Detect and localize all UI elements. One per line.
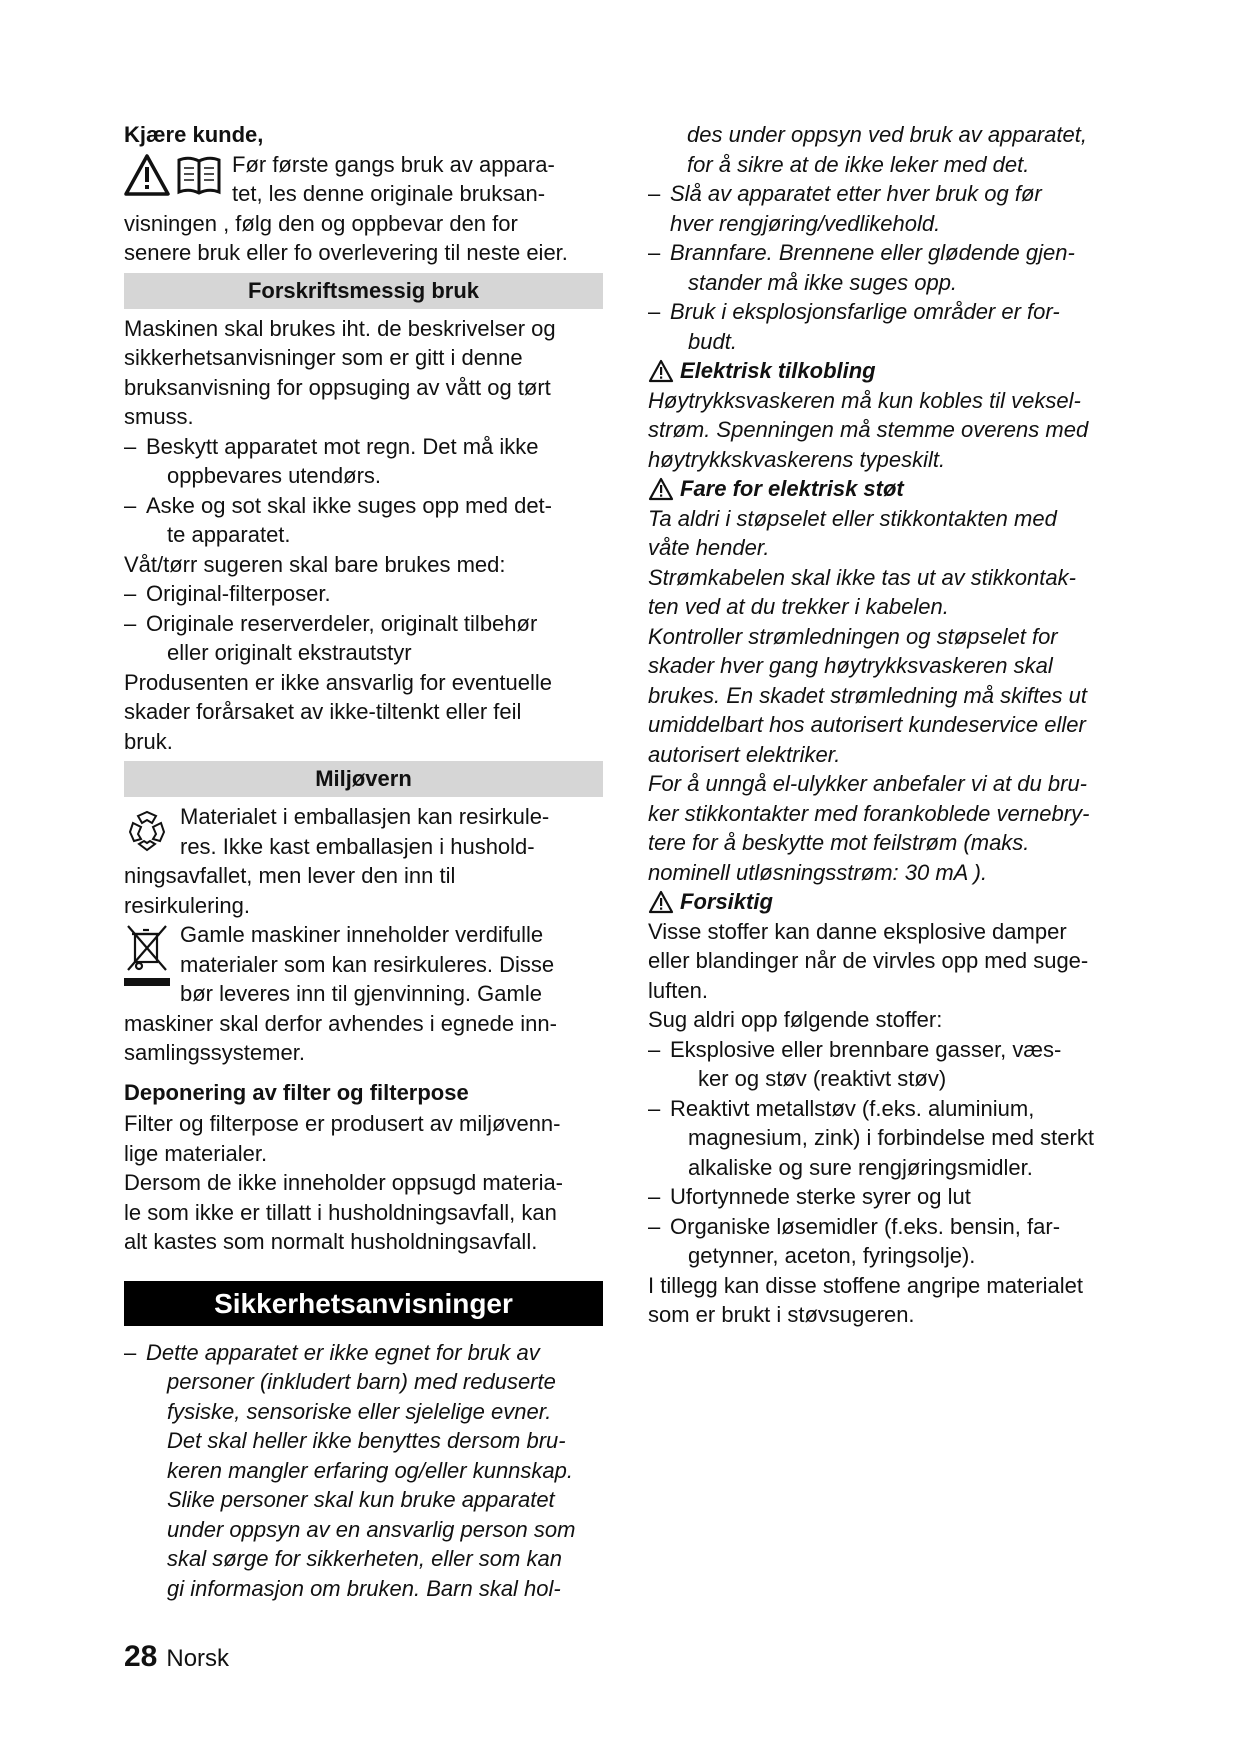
list-item: – Brannfare. Brennene eller glødende gjen- stander må ikke suges opp. (648, 238, 1127, 297)
subheading-deponering: Deponering av filter og filterpose (124, 1079, 469, 1105)
list-item: – Slå av apparatet etter hver bruk og før hver rengjøring/vedlikehold. (648, 179, 1127, 238)
footer-language: Norsk (166, 1645, 230, 1672)
crossed-bin-icon (124, 922, 170, 974)
list-item: – Aske og sot skal ikke suges opp med det- te apparatet. (124, 491, 603, 550)
heading-elektrisk-tilkobling: Elektrisk tilkobling (648, 356, 1127, 386)
paragraph: Visse stoffer kan danne eksplosive damper eller blandinger når de virvles opp med suge- luften. (648, 918, 1089, 1003)
list-item: – Organiske løsemidler (f.eks. bensin, far- getynner, aceton, fyringsolje). (648, 1212, 1127, 1271)
list-item: – Bruk i eksplosjonsfarlige områder er for- budt. (648, 297, 1127, 356)
list-item: – Beskytt apparatet mot regn. Det må ikke oppbevares utendørs. (124, 432, 603, 491)
list-item: – Dette apparatet er ikke egnet for bruk av personer (inkludert barn) med reduserte fysiske, sensoriske eller sjelelige evner. Det skal heller ikke benyttes dersom bru- keren mangler erfaring og/eller kunnskap. Slike personer skal kun bruke apparatet under oppsyn av en ansvarlig person som skal sørge for sikkerheten, eller som kan gi informasjon om bruken. Barn skal hol- (124, 1338, 603, 1604)
list-item: – Ufortynnede sterke syrer og lut (648, 1182, 1127, 1212)
warning-icon (648, 359, 674, 383)
heading-fare-elektrisk-stot: Fare for elektrisk støt (648, 474, 1127, 504)
greeting: Kjære kunde, (124, 122, 264, 147)
recycle-icon (124, 808, 170, 854)
page-number: 28 (124, 1640, 158, 1673)
right-column (648, 120, 1127, 1330)
weee-block: Gamle maskiner inneholder verdifulle materialer som kan resirkuleres. Disse bør leveres inn til gjenvinning. Gamle maskiner skal derfor avhendes i egnede inn- samlingssystemer. (124, 922, 557, 1065)
section-title-miljovern: Miljøvern (124, 761, 603, 797)
section-title-forskriftsmessig: Forskriftsmessig bruk (124, 273, 603, 309)
page-footer (124, 1640, 229, 1674)
s2-para: Filter og filterpose er produsert av miljøvenn- lige materialer. (124, 1111, 561, 1166)
paragraph: For å unngå el-ulykker anbefaler vi at du bru- ker stikkontakter med forankoblede vernebry- tere for å beskytte mot feilstrøm (maks. nominell utløsningsstrøm: 30 mA ). (648, 771, 1090, 885)
warning-icon (648, 477, 674, 501)
paragraph: Høytrykksvaskeren må kun kobles til veksel- strøm. Spenningen må stemme overens med høytrykkskvaskerens typeskilt. (648, 387, 1089, 472)
s1-para: Maskinen skal brukes iht. de beskrivelser og sikkerhetsanvisninger som er gitt i denne bruksanvisning for oppsuging av vått og tørt smuss. (124, 315, 556, 429)
paragraph: Kontroller strømledningen og støpselet for skader hver gang høytrykksvaskeren skal brukes. En skadet strømledning må skiftes ut umiddelbart hos autorisert kundeservice eller autorisert elektriker. (648, 623, 1087, 767)
list-item: – Eksplosive eller brennbare gasser, væs- ker og støv (reaktivt støv) (648, 1035, 1127, 1094)
s1-para: Våt/tørr sugeren skal bare brukes med: (124, 551, 506, 577)
paragraph: Ta aldri i støpselet eller stikkontakten med våte hender. (648, 505, 1057, 560)
weee-bar (124, 978, 170, 986)
heading-forsiktig: Forsiktig (648, 887, 1127, 917)
warning-icon (124, 154, 170, 196)
recycle-block: Materialet i emballasjen kan resirkule- res. Ikke kast emballasjen i hushold- ningsavfallet, men lever den inn til resirkulering. (124, 804, 550, 918)
paragraph: Strømkabelen skal ikke tas ut av stikkontak- ten ved at du trekker i kabelen. (648, 564, 1076, 619)
paragraph: I tillegg kan disse stoffene angripe materialet som er brukt i støvsugeren. (648, 1272, 1083, 1327)
s2-para: Dersom de ikke inneholder oppsugd materia- le som ikke er tillatt i husholdningsavfall, kan alt kastes som normalt husholdningsavfall. (124, 1170, 564, 1254)
paragraph: Sug aldri opp følgende stoffer: (648, 1007, 943, 1032)
s1-para: Produsenten er ikke ansvarlig for eventuelle skader forårsaket av ikke-tiltenkt eller feil bruk. (124, 669, 553, 754)
list-item: – Original-filterposer. (124, 579, 603, 609)
section-title-sikkerhet: Sikkerhetsanvisninger (124, 1281, 603, 1326)
list-item: – Reaktivt metallstøv (f.eks. aluminium, magnesium, zink) i forbindelse med sterkt alkaliske og sure rengjøringsmidler. (648, 1094, 1127, 1183)
list-item: – Originale reserverdeler, originalt tilbehør eller originalt ekstrautstyr (124, 609, 603, 668)
manual-book-icon (176, 154, 222, 196)
left-column (124, 120, 603, 1603)
warning-icon (648, 890, 674, 914)
continued-text: des under oppsyn ved bruk av apparatet, for å sikre at de ikke leker med det. (687, 122, 1087, 177)
intro-block: Før første gangs bruk av appara- tet, les denne originale bruksan- visningen , følg den og oppbevar den for senere bruk eller fo overlevering til neste eier. (124, 151, 568, 265)
